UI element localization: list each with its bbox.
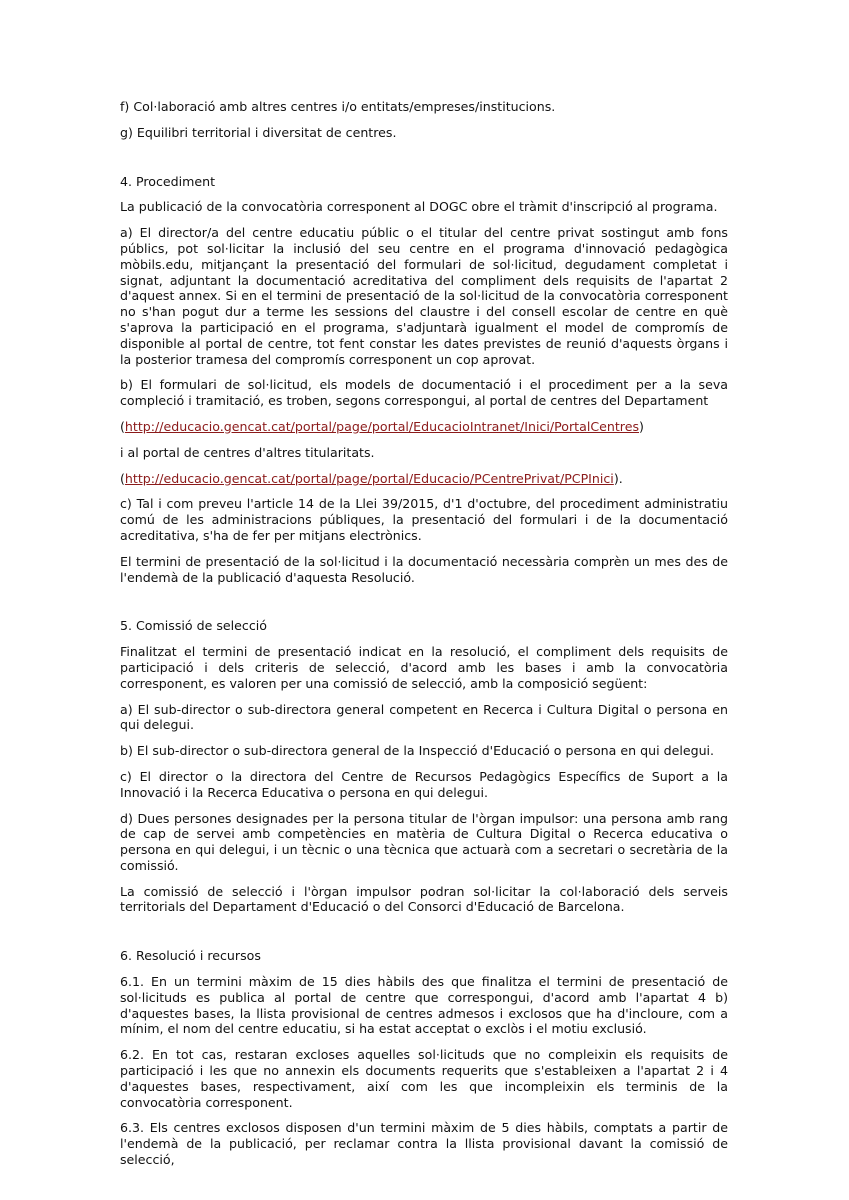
private-portal-link[interactable]: http://educacio.gencat.cat/portal/page/portal/Educacio/PCentrePrivat/PCPInici	[124, 470, 614, 486]
link-open-paren: (	[120, 470, 125, 486]
section-gap	[120, 151, 728, 174]
section-6-paragraph-1: 6.1. En un termini màxim de 15 dies hàbils des que finalitza el termini de presentació de sol·licituds es publica al portal de centre que correspongui, d'acord amb l'apartat 4 b) d'aquestes bases, la llista provisional de centres admesos i exclosos que ha d'incloure, com a mínim, el nom del centre educatiu, si ha estat acceptat o exclòs i el motiu exclusió.	[120, 974, 728, 1037]
link-close-paren: )	[639, 418, 644, 434]
section-5-item-c: c) El director o la directora del Centre de Recursos Pedagògics Específics de Suport a la Innovació i la Recerca Educativa o persona en qui delegui.	[120, 768, 728, 800]
section-5-collaboration: La comissió de selecció i l'òrgan impulsor podran sol·licitar la col·laboració dels serveis territorials del Departament d'Educació o del Consorci d'Educació de Barcelona.	[120, 883, 728, 915]
private-portal-link-line	[120, 471, 728, 487]
section-gap	[120, 595, 728, 618]
section-6-title: 6. Resolució i recursos	[120, 948, 261, 964]
section-4-item-c: c) Tal i com preveu l'article 14 de la Llei 39/2015, d'1 d'octubre, del procediment administratiu comú de les administracions públiques, la presentació del formulari i de la documentació acreditativa, s'ha de fer per mitjans electrònics.	[120, 496, 728, 543]
section-5-intro: Finalitzat el termini de presentació indicat en la resolució, el compliment dels requisits de participació i dels criteris de selecció, d'acord amb les bases i amb la convocatòria corresponent, es valoren per una comissió de selecció, amb la composició següent:	[120, 644, 728, 691]
section-5-item-b: b) El sub-director o sub-directora general de la Inspecció d'Educació o persona en qui delegui.	[120, 743, 715, 759]
link-close-paren: ).	[613, 470, 623, 486]
section-5-item-a: a) El sub-director o sub-directora general competent en Recerca i Cultura Digital o persona en qui delegui.	[120, 701, 728, 733]
section-4-item-a: a) El director/a del centre educatiu públic o el titular del centre privat sostingut amb fons públics, pot sol·licitar la inclusió del seu centre en el programa d'innovació pedagògica mòbils.edu, mitjançant la presentació del formulari de sol·licitud, degudament completat i signat, adjuntant la documentació acreditativa del compliment dels requisits de l'apartat 2 d'aquest annex. Si en el termini de presentació de la sol·licitud de la convocatòria corresponent no s'han pogut dur a terme les sessions del claustre i del consell escolar de centre en què s'aprova la participació en el programa, s'adjuntarà igualment el model de compromís de disponible al portal de centre, tot fent constar les dates previstes de reunió d'aquests òrgans i la posterior tramesa del compromís corresponent un cop aprovat.	[120, 225, 728, 367]
section-5-item-d: d) Dues persones designades per la persona titular de l'òrgan impulsor: una persona amb rang de cap de servei amb competències en matèria de Cultura Digital o Recerca educativa o persona en qui delegui, i un tècnic o una tècnica que actuarà com a secretari o secretària de la comissió.	[120, 810, 728, 873]
section-4-intro: La publicació de la convocatòria corresponent al DOGC obre el tràmit d'inscripció al programa.	[120, 199, 718, 215]
departament-portal-link-line	[120, 419, 728, 435]
section-6-paragraph-2: 6.2. En tot cas, restaran excloses aquelles sol·licituds que no compleixin els requisits de participació i les que no annexin els documents requerits que s'estableixen a l'apartat 2 i 4 d'aquestes bases, respectivament, així com les que incompleixin els terminis de la convocatòria corresponent.	[120, 1047, 728, 1110]
link-open-paren: (	[120, 418, 125, 434]
criterion-f: f) Col·laboració amb altres centres i/o entitats/empreses/institucions.	[120, 99, 556, 114]
section-4-deadline: El termini de presentació de la sol·licitud i la documentació necessària comprèn un mes des de l'endemà de la publicació d'aquesta Resolució.	[120, 553, 728, 585]
criterion-g: g) Equilibri territorial i diversitat de centres.	[120, 124, 397, 140]
section-5-title: 5. Comissió de selecció	[120, 618, 267, 634]
section-gap	[120, 925, 728, 948]
departament-portal-link[interactable]: http://educacio.gencat.cat/portal/page/portal/EducacioIntranet/Inici/PortalCentres	[124, 418, 640, 434]
document-body	[120, 99, 728, 1178]
section-4-item-b: b) El formulari de sol·licitud, els models de documentació i el procediment per a la seva compleció i tramitació, es troben, segons correspongui, al portal de centres del Departament	[120, 377, 728, 409]
section-6-paragraph-3: 6.3. Els centres exclosos disposen d'un termini màxim de 5 dies hàbils, comptats a partir de l'endemà de la publicació, per reclamar contra la llista provisional davant la comissió de selecció,	[120, 1120, 728, 1168]
section-4-title: 4. Procediment	[120, 173, 216, 189]
other-portal-text: i al portal de centres d'altres titularitats.	[120, 444, 375, 460]
